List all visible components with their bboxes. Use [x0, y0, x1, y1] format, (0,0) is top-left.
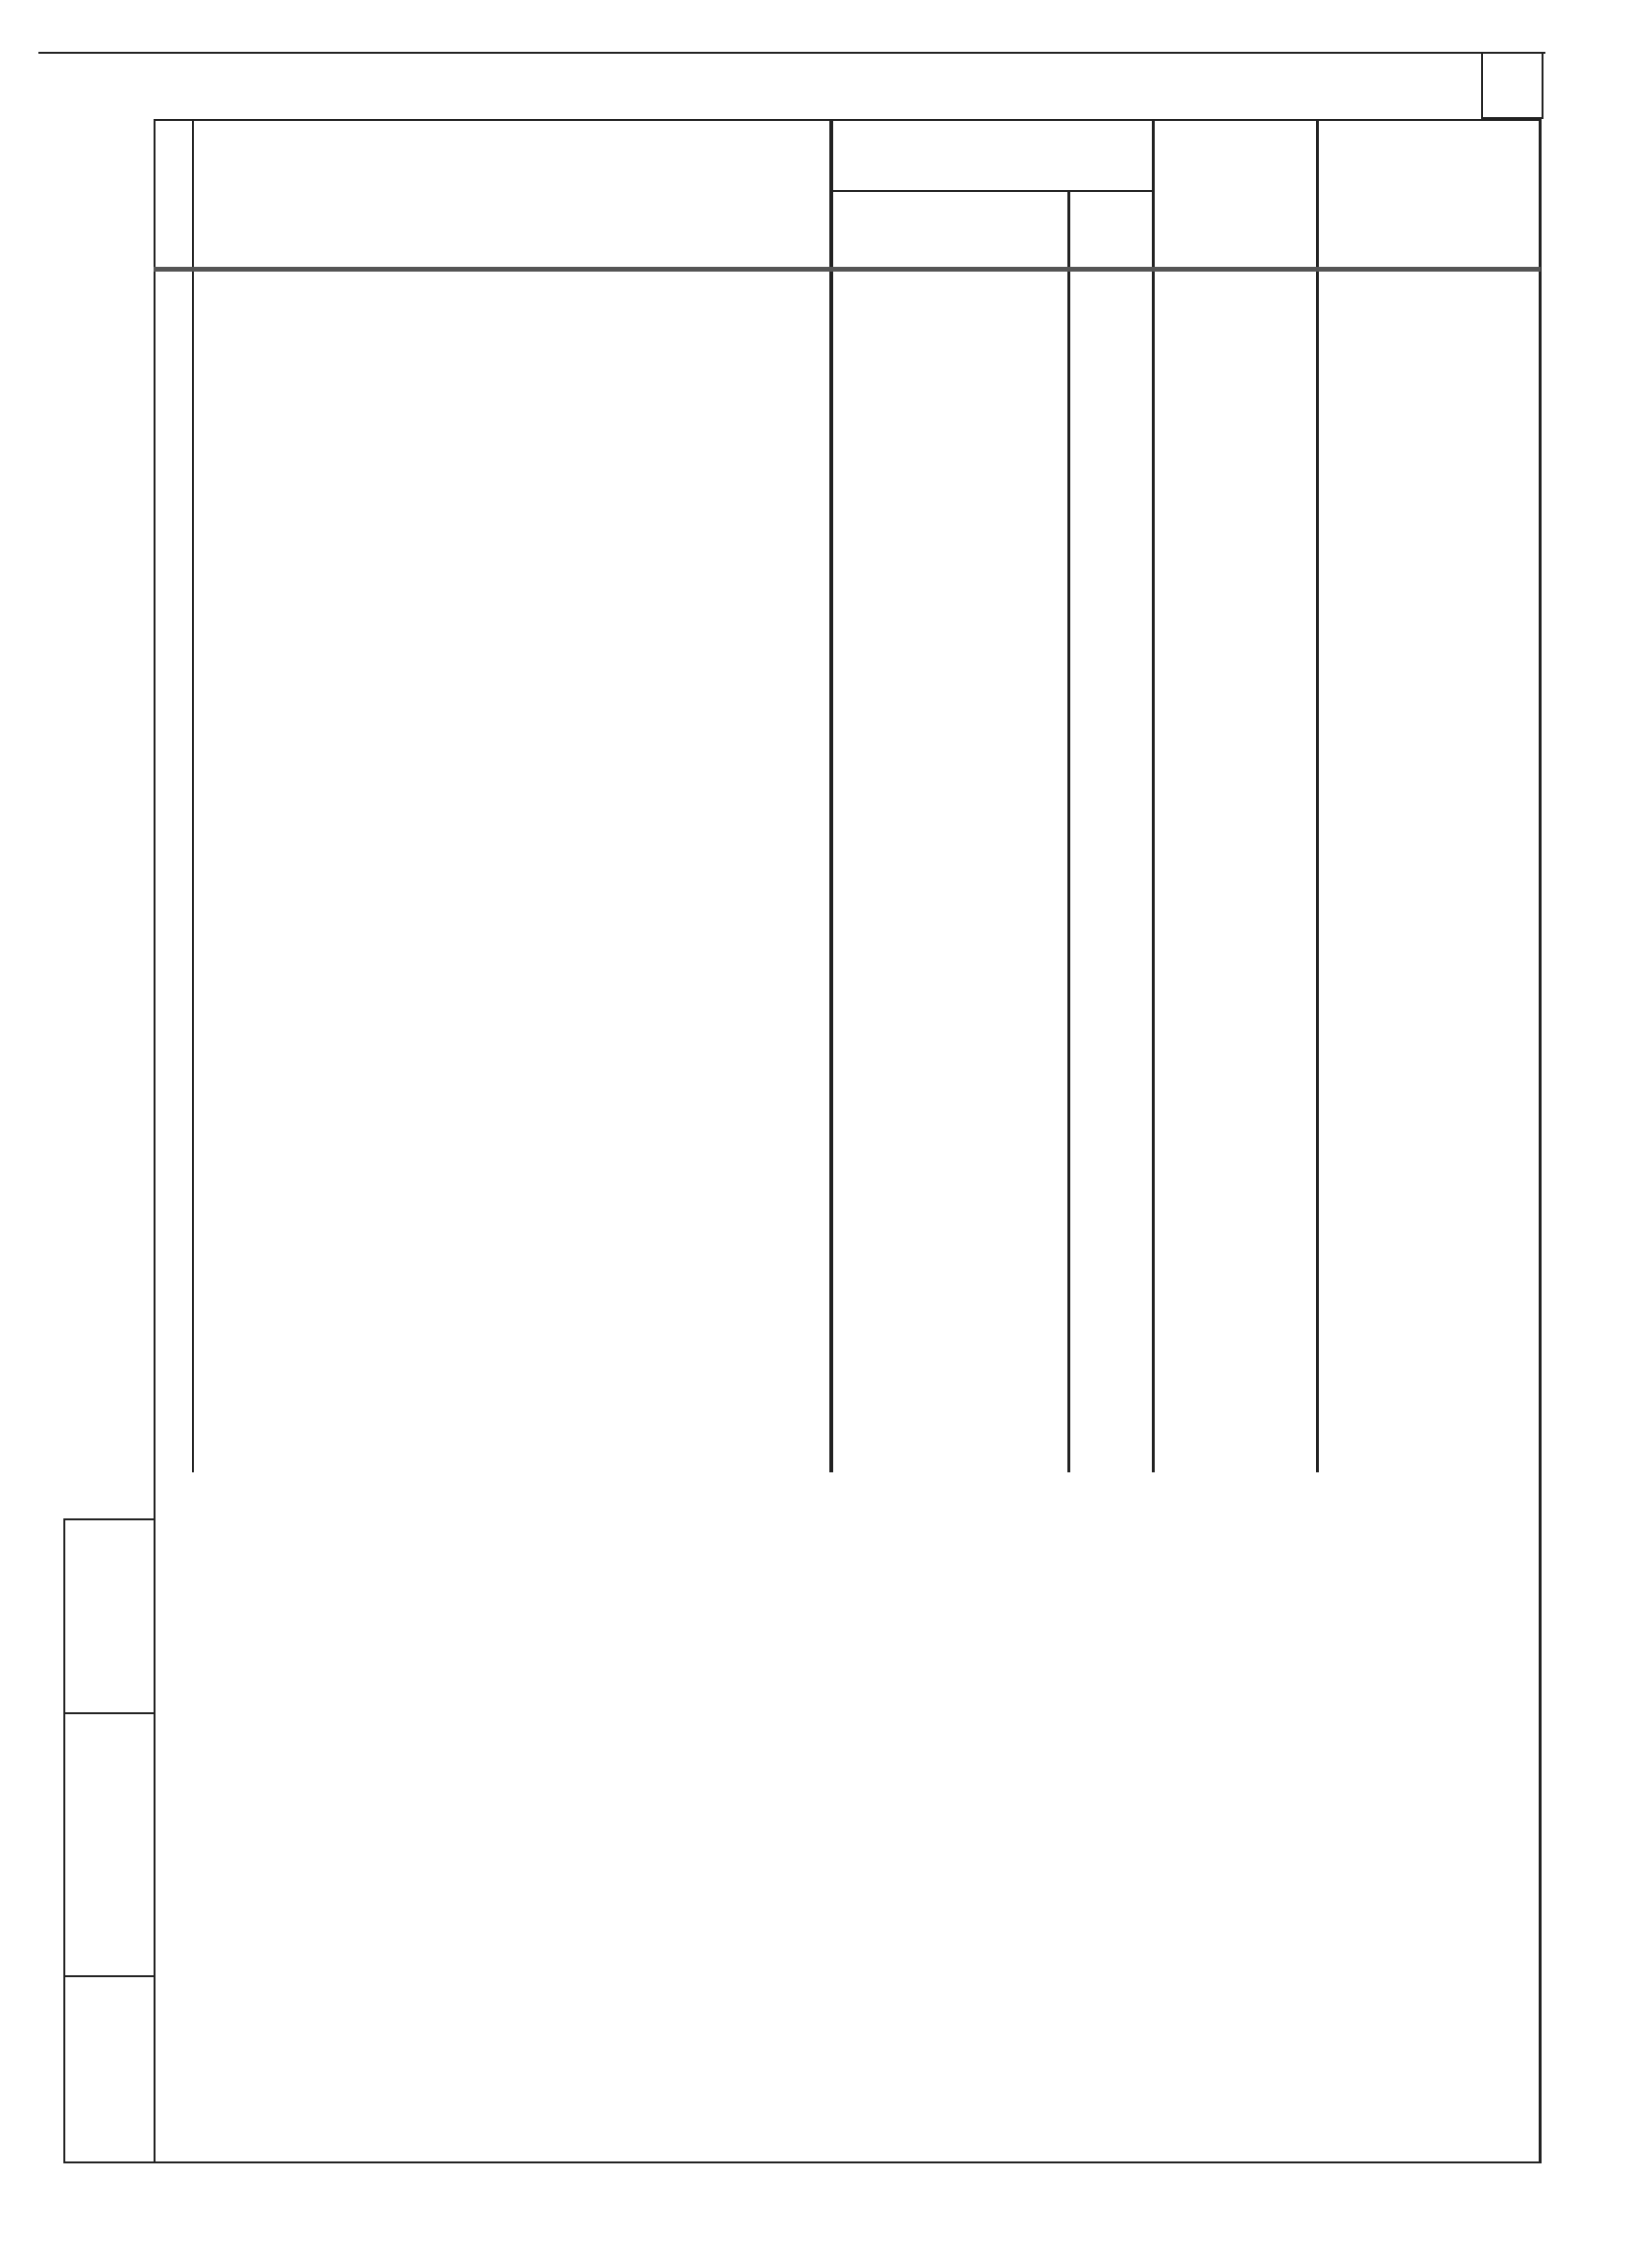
col-unit-right — [1152, 119, 1155, 1472]
code-split — [831, 190, 1154, 192]
side-bottom — [63, 2161, 156, 2163]
side-div1 — [63, 1712, 156, 1714]
col-rowno — [192, 119, 194, 1472]
top-rule — [38, 52, 1545, 54]
side-top — [63, 1518, 156, 1520]
side-left — [63, 1518, 65, 2163]
frame-right — [1539, 119, 1542, 2163]
header-bottom — [154, 267, 1541, 272]
page-box-right — [1542, 52, 1543, 119]
col-code-right — [1067, 190, 1070, 1472]
frame-top — [154, 119, 1541, 121]
frame-left — [154, 119, 156, 2163]
side-div2 — [63, 1975, 156, 1977]
col-name-right — [829, 119, 833, 1472]
frame-bottom — [154, 2161, 1541, 2163]
col-qty-right — [1316, 119, 1319, 1472]
page-box-left — [1481, 52, 1483, 119]
